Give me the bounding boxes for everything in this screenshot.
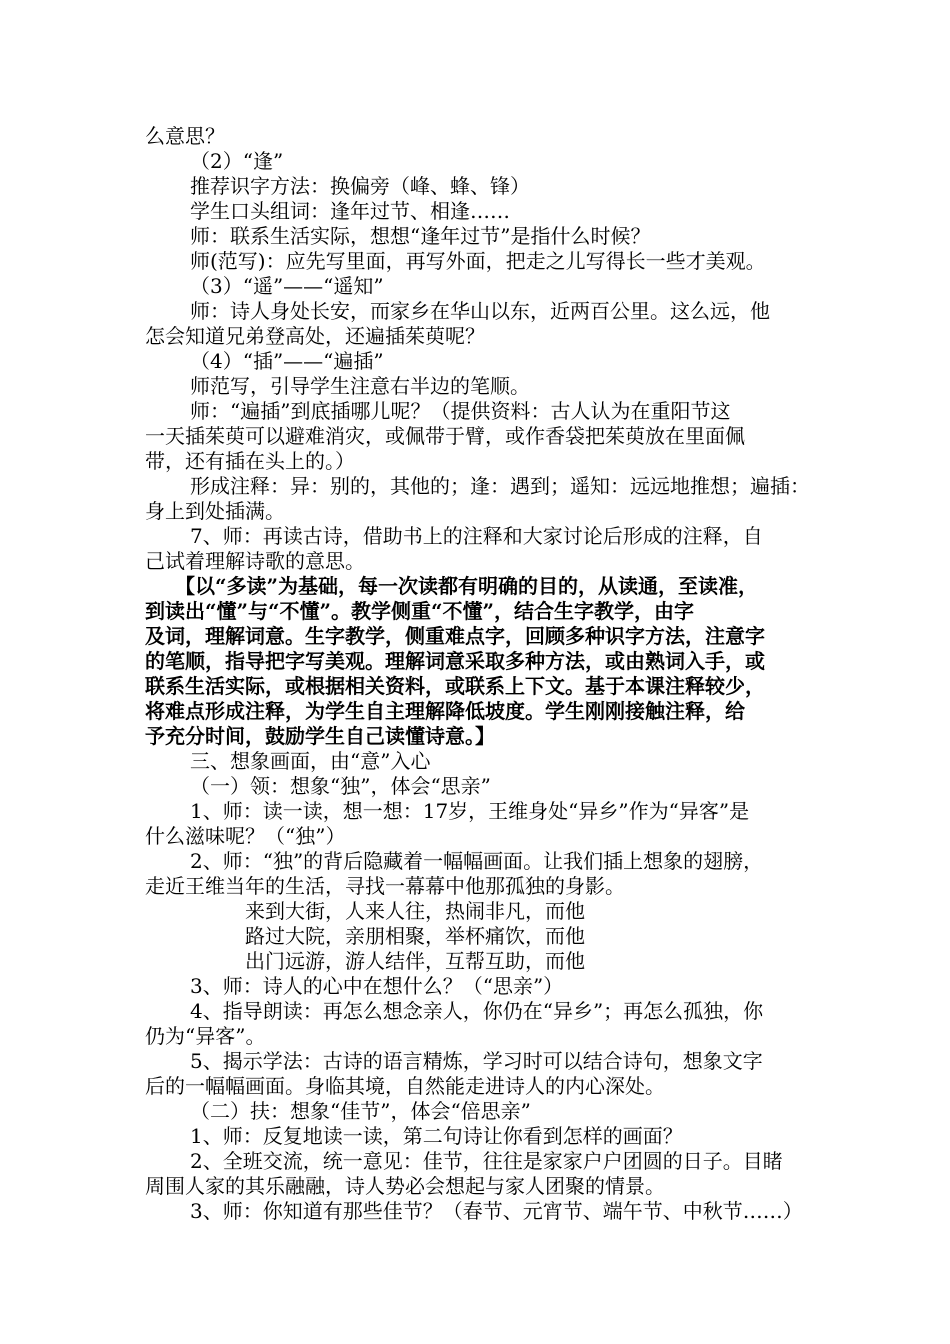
note-line: 到读出“懂”与“不懂”。教学侧重“不懂”，结合生字教学，由字: [145, 599, 695, 623]
note-line: 将难点形成注释，为学生自主理解降低坡度。学生刚刚接触注释，给: [145, 699, 745, 723]
text-line: 5、揭示学法：古诗的语言精炼，学习时可以结合诗句，想象文字: [190, 1049, 763, 1073]
text-line: 什么滋味呢？（“独”）: [145, 824, 346, 848]
scene-line: 来到大街，人来人往，热闹非凡，而他: [245, 899, 585, 923]
text-line: 师：联系生活实际，想想“逢年过节”是指什么时候？: [190, 224, 651, 248]
text-line: 师范写，引导学生注意右半边的笔顺。: [190, 374, 530, 398]
scene-line: 路过大院，亲朋相聚，举杯痛饮，而他: [245, 924, 585, 948]
text-line: 推荐识字方法：换偏旁（峰、蜂、锋）: [190, 174, 530, 198]
subsection-heading: （二）扶：想象“佳节”，体会“倍思亲”: [190, 1099, 531, 1123]
text-line: 仍为“异客”。: [145, 1024, 266, 1048]
scene-line: 出门远游，游人结伴，互帮互助，而他: [245, 949, 585, 973]
text-line: 周围人家的其乐融融，诗人势必会想起与家人团聚的情景。: [145, 1174, 665, 1198]
text-line: （3）“遥”——“遥知”: [190, 274, 384, 298]
text-line: （4）“插”——“遍插”: [190, 349, 384, 373]
text-line: 师：“遍插”到底插哪儿呢？（提供资料：古人认为在重阳节这: [190, 399, 731, 423]
text-line: 1、师：读一读，想一想：17岁，王维身处“异乡”作为“异客”是: [190, 799, 750, 823]
text-line: 后的一幅幅画面。身临其境，自然能走进诗人的内心深处。: [145, 1074, 665, 1098]
text-line: 2、全班交流，统一意见：佳节，往往是家家户户团圆的日子。目睹: [190, 1149, 783, 1173]
text-line: 么意思？: [145, 124, 225, 148]
text-line: 师(范写)：应先写里面，再写外面，把走之儿写得长一些才美观。: [190, 249, 766, 273]
text-line: 4、指导朗读：再怎么想念亲人，你仍在“异乡”；再怎么孤独，你: [190, 999, 764, 1023]
note-line: 【以“多读”为基础，每一次读都有明确的目的，从读通，至读准，: [175, 574, 759, 598]
section-heading: 三、想象画面，由“意”入心: [190, 749, 431, 773]
text-line: 一天插茱萸可以避难消灾，或佩带于臂，或作香袋把茱萸放在里面佩: [145, 424, 745, 448]
subsection-heading: （一）领：想象“独”，体会“思亲”: [190, 774, 491, 798]
text-line: 2、师：“独”的背后隐藏着一幅幅画面。让我们插上想象的翅膀，: [190, 849, 764, 873]
text-line: 1、师：反复地读一读，第二句诗让你看到怎样的画面？: [190, 1124, 683, 1148]
text-line: 己试着理解诗歌的意思。: [145, 549, 365, 573]
text-line: 3、师：你知道有那些佳节？（春节、元宵节、端午节、中秋节……）: [190, 1199, 803, 1223]
text-line: 怎会知道兄弟登高处，还遍插茱萸呢？: [145, 324, 485, 348]
text-line: 3、师：诗人的心中在想什么？（“思亲”）: [190, 974, 564, 998]
text-line: 身上到处插满。: [145, 499, 285, 523]
text-line: 7、师：再读古诗，借助书上的注释和大家讨论后形成的注释，自: [190, 524, 763, 548]
text-line: 形成注释：异：别的，其他的；逢：遇到；遥知：远远地推想；遍插：: [190, 474, 810, 498]
text-line: 走近王维当年的生活，寻找一幕幕中他那孤独的身影。: [145, 874, 625, 898]
text-line: 学生口头组词：逢年过节、相逢……: [190, 199, 510, 223]
text-line: （2）“逢”: [190, 149, 284, 173]
text-line: 师：诗人身处长安，而家乡在华山以东，近两百公里。这么远，他: [190, 299, 770, 323]
text-line: 带，还有插在头上的。）: [145, 449, 355, 473]
note-line: 的笔顺，指导把字写美观。理解词意采取多种方法，或由熟词入手，或: [145, 649, 765, 673]
note-line: 联系生活实际，或根据相关资料，或联系上下文。基于本课注释较少，: [145, 674, 765, 698]
note-line: 予充分时间，鼓励学生自己读懂诗意。】: [145, 724, 495, 748]
note-line: 及词，理解词意。生字教学，侧重难点字，回顾多种识字方法，注意字: [145, 624, 765, 648]
